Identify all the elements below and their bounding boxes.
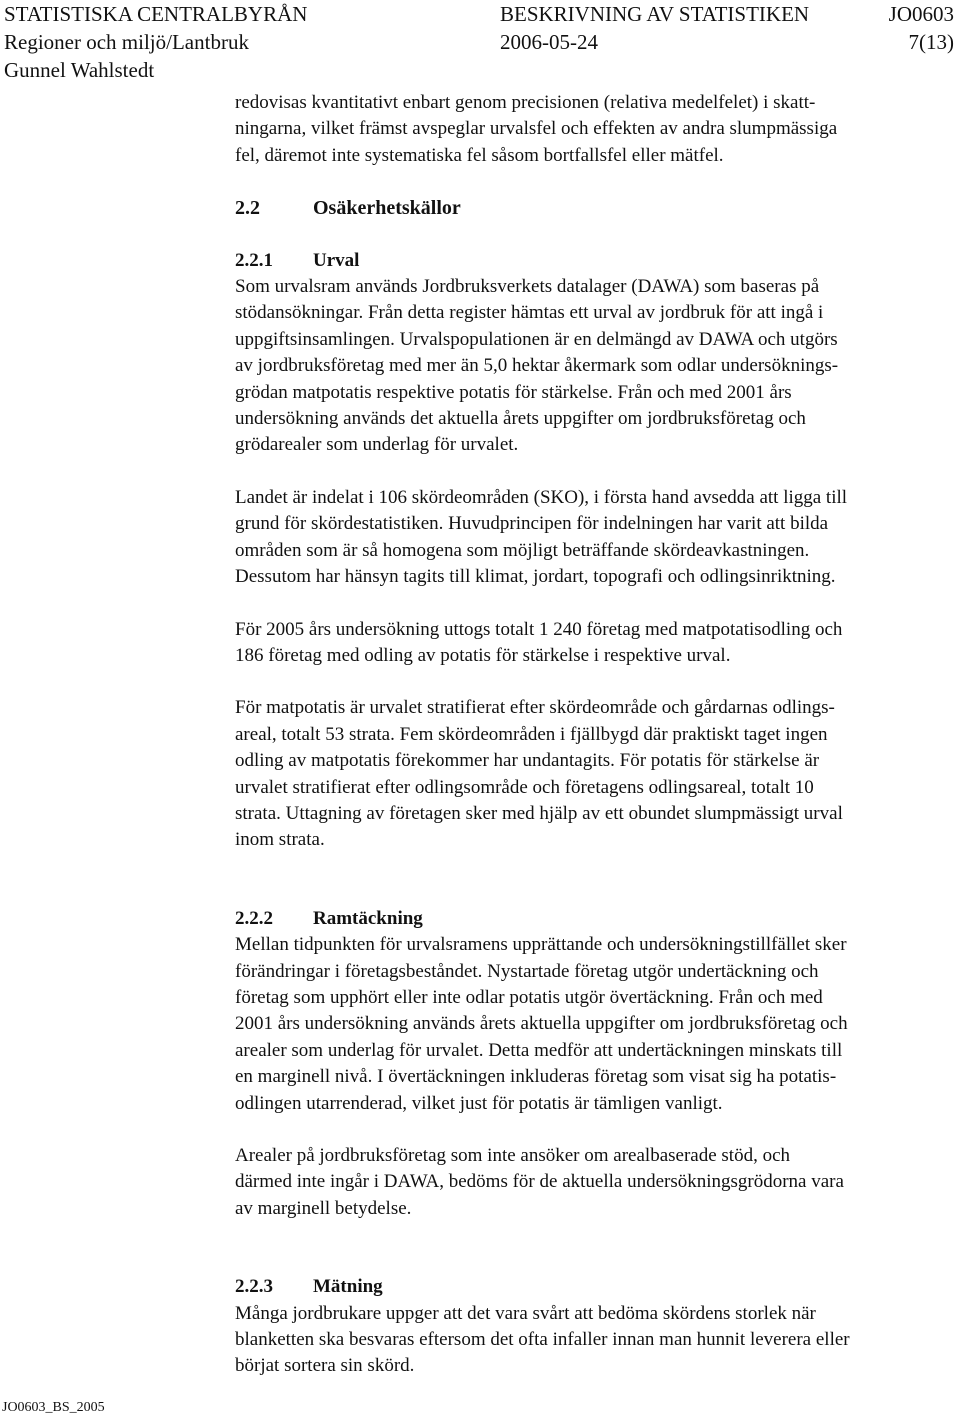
text-line: För 2005 års undersökning uttogs totalt 1 240 företag med matpotatisodling och	[235, 618, 843, 640]
section-heading-2-2	[235, 195, 947, 221]
intro-paragraph	[235, 90, 947, 169]
text-line: förändringar i företagsbeståndet. Nystartade företag utgör undertäckning och	[235, 960, 819, 982]
text-line: en marginell nivå. I övertäckningen inkluderas företag som visat sig ha potatis-	[235, 1066, 837, 1088]
section-title: Osäkerhetskällor	[313, 197, 461, 220]
text-line: undersökning används det aktuella årets uppgifter om jordbruksföretag och	[235, 408, 806, 430]
text-line: odling av matpotatis förekommer har undantagits. För potatis för stärkelse är	[235, 750, 820, 772]
urval-paragraph-2	[235, 485, 947, 591]
text-line: grödan matpotatis respektive potatis för stärkelse. Från och med 2001 års	[235, 381, 792, 403]
ramtackning-paragraph-1	[235, 932, 947, 1117]
ramtackning-paragraph-2	[235, 1143, 947, 1222]
section-heading-2-2-1	[235, 248, 947, 274]
text-line: 2001 års undersökning används årets aktuella uppgifter om jordbruksföretag och	[235, 1013, 848, 1035]
text-line: urvalet stratifierat efter odlingsområde och företagens odlingsareal, totalt 10	[235, 776, 814, 798]
text-line: stödansökningar. Från detta register hämtas ett urval av jordbruk för att ingå i	[235, 302, 824, 324]
text-line: av jordbruksföretag med mer än 5,0 hektar åkermark som odlar undersöknings-	[235, 355, 839, 377]
urval-paragraph-3	[235, 617, 947, 670]
text-line: Som urvalsram används Jordbruksverkets datalager (DAWA) som baseras på	[235, 276, 820, 298]
section-title: Mätning	[313, 1276, 383, 1298]
header-org: STATISTISKA CENTRALBYRÅN	[4, 2, 308, 26]
text-line: fel, däremot inte systematiska fel såsom bortfallsfel eller mätfel.	[235, 144, 724, 166]
header-doc-type: BESKRIVNING AV STATISTIKEN	[500, 2, 810, 26]
section-heading-2-2-2	[235, 906, 947, 932]
footer-document-code: JO0603_BS_2005	[2, 1400, 105, 1415]
section-number: 2.2.3	[235, 1276, 273, 1298]
text-line: Många jordbrukare uppger att det vara svårt att bedöma skördens storlek när	[235, 1302, 816, 1324]
section-title: Ramtäckning	[313, 907, 423, 929]
text-line: uppgiftsinsamlingen. Urvalspopulationen är en delmängd av DAWA och utgörs	[235, 328, 838, 350]
text-line: områden som är så homogena som möjligt beträffande skördeavkastningen.	[235, 539, 810, 561]
text-line: arealer som underlag för urvalet. Detta medför att undertäckningen minskats till	[235, 1039, 843, 1061]
header-doc-code: JO0603	[888, 2, 954, 26]
section-number: 2.2.1	[235, 249, 273, 271]
text-line: areal, totalt 53 strata. Fem skördeområden i fjällbygd där praktiskt taget ingen	[235, 723, 828, 745]
section-number: 2.2	[235, 197, 260, 220]
section-heading-2-2-3	[235, 1274, 947, 1300]
header-date: 2006-05-24	[500, 30, 598, 54]
matning-paragraph-1	[235, 1301, 947, 1380]
urval-paragraph-1	[235, 274, 947, 459]
text-line: ningarna, vilket främst avspeglar urvalsfel och effekten av andra slumpmässiga	[235, 118, 838, 140]
section-title: Urval	[313, 249, 360, 271]
text-line: Dessutom har hänsyn tagits till klimat, jordart, topografi och odlingsinriktning.	[235, 566, 836, 588]
text-line: av marginell betydelse.	[235, 1197, 412, 1219]
text-line: börjat sortera sin skörd.	[235, 1355, 415, 1377]
text-line: Arealer på jordbruksföretag som inte ansöker om arealbaserade stöd, och	[235, 1145, 791, 1166]
text-line: För matpotatis är urvalet stratifierat efter skördeområde och gårdarnas odlings-	[235, 697, 835, 719]
text-line: odlingen utarrenderad, vilket just för potatis är tämligen vanligt.	[235, 1092, 723, 1114]
document-body	[235, 90, 947, 1380]
text-line: Mellan tidpunkten för urvalsramens upprättande och undersökningstillfället sker	[235, 934, 847, 956]
text-line: Landet är indelat i 106 skördeområden (SKO), i första hand avsedda att ligga till	[235, 486, 848, 508]
urval-paragraph-4	[235, 695, 947, 853]
header-department: Regioner och miljö/Lantbruk	[4, 30, 249, 54]
text-line: företag som upphört eller inte odlar potatis utgör övertäckning. Från och med	[235, 986, 823, 1008]
text-line: grund för skördestatistiken. Huvudprincipen för indelningen har varit att bilda	[235, 513, 829, 535]
text-line: grödarealer som underlag för urvalet.	[235, 434, 519, 456]
header-author: Gunnel Wahlstedt	[4, 58, 155, 82]
header-page-number: 7(13)	[908, 30, 954, 54]
text-line: blanketten ska besvaras eftersom det ofta infaller innan man hunnit leverera eller	[235, 1329, 850, 1351]
text-line: 186 företag med odling av potatis för stärkelse i respektive urval.	[235, 644, 731, 666]
text-line: redovisas kvantitativt enbart genom precisionen (relativa medelfelet) i skatt-	[235, 92, 816, 113]
text-line: inom strata.	[235, 829, 325, 851]
section-number: 2.2.2	[235, 907, 273, 929]
text-line: därmed inte ingår i DAWA, bedöms för de aktuella undersökningsgrödorna vara	[235, 1171, 844, 1193]
text-line: strata. Uttagning av företagen sker med hjälp av ett obundet slumpmässigt urval	[235, 802, 843, 824]
